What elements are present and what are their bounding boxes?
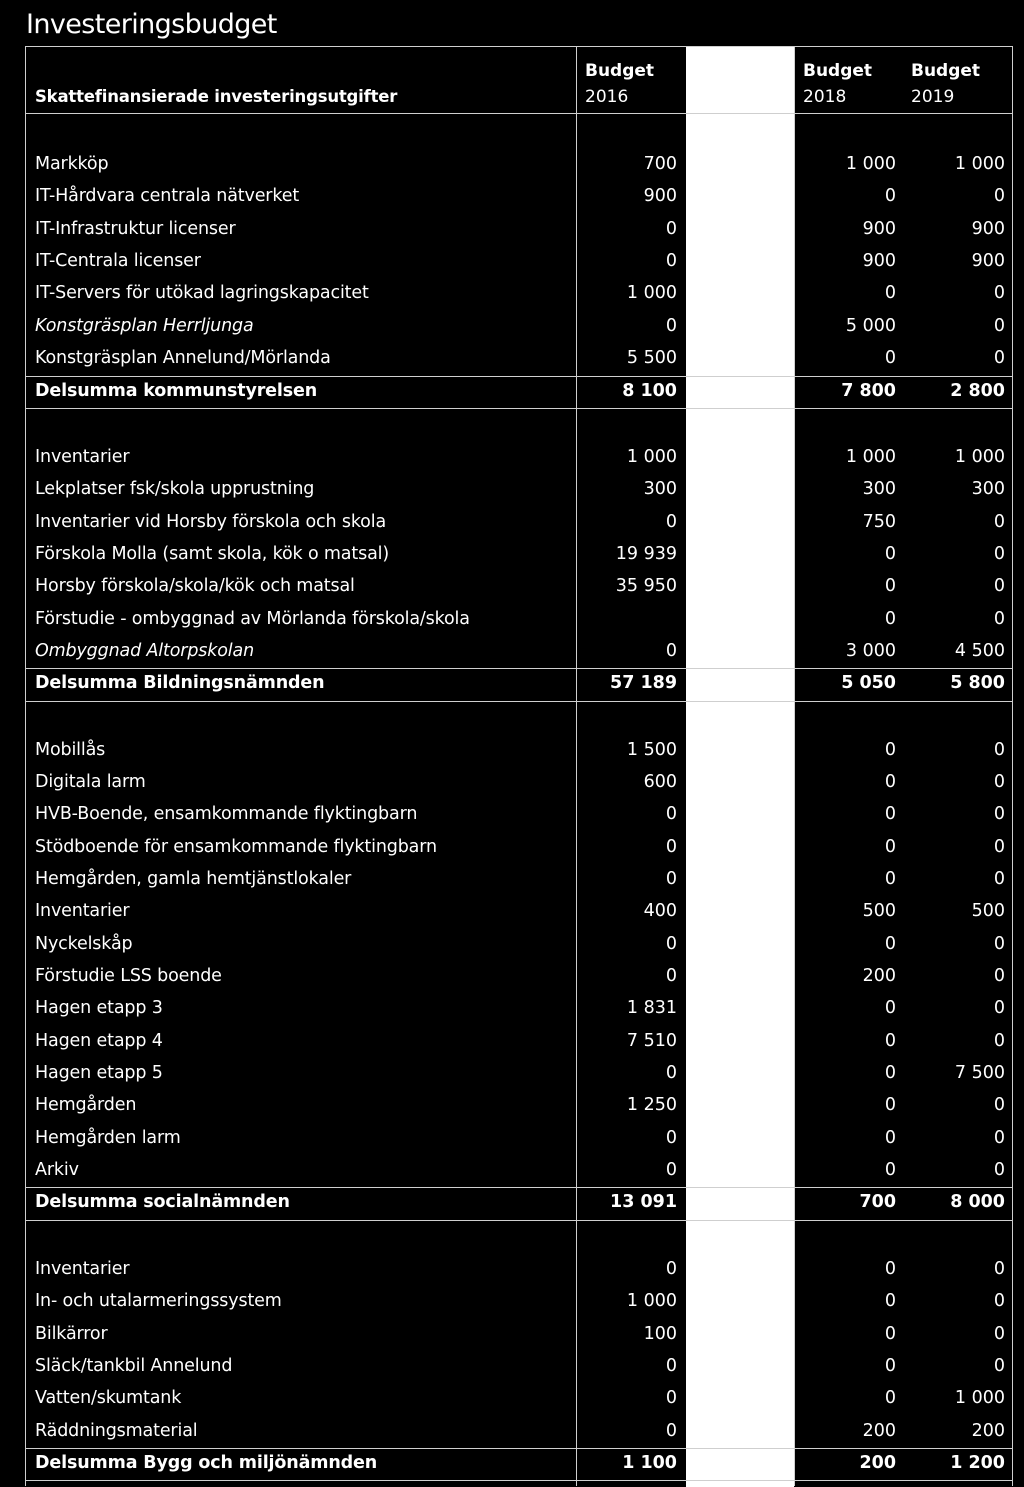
table-row xyxy=(0,310,1024,342)
row-name: Hagen etapp 3 xyxy=(35,998,163,1019)
row-name: Släck/tankbil Annelund xyxy=(35,1355,233,1376)
value-2016: 0 xyxy=(665,966,677,986)
row-name: Delsumma socialnämnden xyxy=(35,1192,290,1213)
subtotal-row xyxy=(0,1447,1024,1479)
header-label: Skattefinansierade investeringsutgifter xyxy=(35,87,398,106)
row-name: Hagen etapp 5 xyxy=(35,1063,163,1083)
value-2018: 0 xyxy=(884,836,896,857)
value-2018: 0 xyxy=(884,348,896,369)
value-2016: 0 xyxy=(665,804,677,825)
value-2016: 0 xyxy=(665,315,677,336)
subtotal-divider xyxy=(25,1480,1013,1481)
table-row xyxy=(0,766,1024,798)
row-name: Hemgården, gamla hemtjänstlokaler xyxy=(35,868,352,889)
value-2019: 1 200 xyxy=(950,1452,1005,1473)
value-2016: 0 xyxy=(665,1388,677,1409)
table-row xyxy=(0,1089,1024,1121)
value-2019: 0 xyxy=(993,315,1005,336)
row-name: Inventarier vid Horsby förskola och skola xyxy=(35,511,387,532)
header-budget-2018 xyxy=(803,58,872,110)
value-2018: 500 xyxy=(862,901,896,922)
value-2018: 7 800 xyxy=(841,380,896,401)
row-name: Inventarier xyxy=(35,901,130,922)
table-row xyxy=(0,928,1024,960)
row-name: Inventarier xyxy=(35,446,130,467)
row-name: Förstudie LSS boende xyxy=(35,966,222,986)
value-2018: 3 000 xyxy=(845,640,896,661)
table-row xyxy=(0,831,1024,863)
value-2019: 0 xyxy=(993,804,1005,825)
table-row xyxy=(0,342,1024,374)
table-row xyxy=(0,1350,1024,1382)
value-2018: 0 xyxy=(884,933,896,954)
row-name: HVB-Boende, ensamkommande flyktingbarn xyxy=(35,804,418,825)
row-name: In- och utalarmeringssystem xyxy=(35,1291,282,1312)
row-name: Förstudie - ombyggnad av Mörlanda förskola/skola xyxy=(35,608,470,629)
row-name: Räddningsmaterial xyxy=(35,1420,198,1441)
row-name: Ombyggnad Altorpskolan xyxy=(35,640,255,661)
value-2019: 1 000 xyxy=(954,446,1005,467)
row-name: IT-Centrala licenser xyxy=(35,251,201,271)
value-2018: 900 xyxy=(862,218,896,239)
value-2019: 0 xyxy=(993,836,1005,857)
row-name: Delsumma Bygg och miljönämnden xyxy=(35,1452,378,1473)
value-2018: 5 050 xyxy=(841,673,896,694)
row-name: Markköp xyxy=(35,154,109,174)
value-2019: 300 xyxy=(971,479,1005,500)
row-name: Hemgården xyxy=(35,1095,137,1116)
row-name: Stödboende för ensamkommande flyktingbarn xyxy=(35,836,437,857)
value-2016: 0 xyxy=(665,1063,677,1083)
value-2018: 0 xyxy=(884,1323,896,1344)
value-2016: 700 xyxy=(643,154,677,174)
header-year: 2016 xyxy=(585,87,629,107)
value-2019: 0 xyxy=(993,576,1005,597)
value-2016: 1 000 xyxy=(626,283,677,304)
value-2016: 900 xyxy=(643,186,677,207)
row-name: Mobillås xyxy=(35,739,106,760)
table-row xyxy=(0,635,1024,667)
value-2016: 300 xyxy=(643,479,677,500)
row-name: Hagen etapp 4 xyxy=(35,1030,163,1051)
value-2019: 200 xyxy=(971,1420,1005,1441)
value-2019: 500 xyxy=(971,901,1005,922)
value-2019: 0 xyxy=(993,933,1005,954)
value-2018: 1 000 xyxy=(845,154,896,174)
value-2016: 1 500 xyxy=(626,739,677,760)
value-2018: 0 xyxy=(884,608,896,629)
value-2019: 0 xyxy=(993,511,1005,532)
table-row xyxy=(0,441,1024,473)
value-2018: 700 xyxy=(859,1192,896,1213)
value-2019: 7 500 xyxy=(954,1063,1005,1083)
table-row xyxy=(0,1154,1024,1186)
value-2019: 2 800 xyxy=(950,380,1005,401)
value-2016: 0 xyxy=(665,933,677,954)
row-name: Bilkärror xyxy=(35,1323,108,1344)
value-2019: 900 xyxy=(971,218,1005,239)
value-2016: 1 000 xyxy=(626,446,677,467)
value-2018: 200 xyxy=(862,1420,896,1441)
table-row xyxy=(0,734,1024,766)
header-budget-word: Budget xyxy=(803,61,873,81)
row-name: Vatten/skumtank xyxy=(35,1388,182,1409)
row-name: Lekplatser fsk/skola upprustning xyxy=(35,479,315,500)
value-2016: 35 950 xyxy=(615,576,677,597)
row-name: Delsumma kommunstyrelsen xyxy=(35,380,318,401)
subtotal-row xyxy=(0,667,1024,699)
value-2016: 7 510 xyxy=(626,1030,677,1051)
value-2019: 0 xyxy=(993,608,1005,629)
table-row xyxy=(0,180,1024,212)
value-2019: 900 xyxy=(971,251,1005,271)
row-name: Inventarier xyxy=(35,1258,130,1279)
table-row xyxy=(0,1285,1024,1317)
value-2016: 19 939 xyxy=(615,543,677,564)
value-2019: 0 xyxy=(993,771,1005,792)
value-2019: 0 xyxy=(993,1030,1005,1051)
value-2019: 0 xyxy=(993,1095,1005,1116)
row-name: Konstgräsplan Annelund/Mörlanda xyxy=(35,348,331,369)
value-2016: 0 xyxy=(665,1127,677,1148)
value-2018: 0 xyxy=(884,1095,896,1116)
value-2019: 0 xyxy=(993,1258,1005,1279)
value-2018: 5 000 xyxy=(845,315,896,336)
subtotal-row xyxy=(0,375,1024,407)
value-2016: 1 100 xyxy=(622,1452,677,1473)
value-2018: 0 xyxy=(884,283,896,304)
table-row xyxy=(0,895,1024,927)
table-row xyxy=(0,148,1024,180)
value-2019: 4 500 xyxy=(954,640,1005,661)
table-row xyxy=(0,506,1024,538)
value-2016: 0 xyxy=(665,511,677,532)
row-name: IT-Servers för utökad lagringskapacitet xyxy=(35,283,369,304)
value-2016: 0 xyxy=(665,640,677,661)
table-row xyxy=(0,1025,1024,1057)
value-2018: 0 xyxy=(884,1063,896,1083)
value-2016: 1 831 xyxy=(626,998,677,1019)
value-2019: 0 xyxy=(993,1323,1005,1344)
value-2019: 1 000 xyxy=(954,1388,1005,1409)
value-2018: 0 xyxy=(884,1291,896,1312)
value-2018: 0 xyxy=(884,998,896,1019)
value-2019: 0 xyxy=(993,283,1005,304)
header-budget-word: Budget xyxy=(911,61,981,81)
table-row xyxy=(0,798,1024,830)
value-2019: 0 xyxy=(993,1160,1005,1181)
value-2019: 0 xyxy=(993,868,1005,889)
value-2018: 0 xyxy=(884,1258,896,1279)
row-name: Digitala larm xyxy=(35,771,146,792)
value-2019: 0 xyxy=(993,543,1005,564)
header-year: 2019 xyxy=(911,87,955,107)
row-name: Hemgården larm xyxy=(35,1127,181,1148)
value-2016: 0 xyxy=(665,836,677,857)
value-2019: 1 000 xyxy=(954,154,1005,174)
value-2019: 8 000 xyxy=(950,1192,1005,1213)
header-budget-2016 xyxy=(585,58,654,110)
table-row xyxy=(0,603,1024,635)
value-2016: 5 500 xyxy=(626,348,677,369)
value-2018: 0 xyxy=(884,1030,896,1051)
value-2018: 300 xyxy=(862,479,896,500)
header-budget-word: Budget xyxy=(585,61,655,81)
value-2018: 0 xyxy=(884,1160,896,1181)
value-2019: 0 xyxy=(993,998,1005,1019)
table-row xyxy=(0,245,1024,277)
value-2019: 0 xyxy=(993,348,1005,369)
value-2016: 8 100 xyxy=(622,380,677,401)
value-2018: 0 xyxy=(884,739,896,760)
table-row xyxy=(0,992,1024,1024)
value-2018: 1 000 xyxy=(845,446,896,467)
value-2018: 0 xyxy=(884,1127,896,1148)
value-2016: 0 xyxy=(665,1258,677,1279)
page-title: Investeringsbudget xyxy=(26,9,277,40)
value-2018: 0 xyxy=(884,576,896,597)
value-2018: 200 xyxy=(859,1452,896,1473)
value-2016: 0 xyxy=(665,251,677,271)
value-2018: 0 xyxy=(884,804,896,825)
value-2016: 0 xyxy=(665,218,677,239)
table-row xyxy=(0,570,1024,602)
value-2016: 13 091 xyxy=(610,1192,677,1213)
row-name: Förskola Molla (samt skola, kök o matsal) xyxy=(35,543,390,564)
subtotal-divider xyxy=(25,701,1013,702)
row-name: Arkiv xyxy=(35,1160,79,1181)
value-2016: 400 xyxy=(643,901,677,922)
table-row xyxy=(0,213,1024,245)
header-budget-2019 xyxy=(911,58,980,110)
table-row xyxy=(0,1122,1024,1154)
table-row xyxy=(0,863,1024,895)
value-2018: 0 xyxy=(884,1355,896,1376)
value-2018: 200 xyxy=(862,966,896,986)
value-2019: 5 800 xyxy=(950,673,1005,694)
value-2016: 100 xyxy=(643,1323,677,1344)
value-2016: 1 250 xyxy=(626,1095,677,1116)
table-row xyxy=(0,1253,1024,1285)
value-2018: 0 xyxy=(884,868,896,889)
value-2016: 1 000 xyxy=(626,1291,677,1312)
subtotal-divider xyxy=(25,408,1013,409)
value-2019: 0 xyxy=(993,1355,1005,1376)
table-row xyxy=(0,538,1024,570)
value-2018: 900 xyxy=(862,251,896,271)
header-divider xyxy=(25,113,1013,114)
value-2018: 750 xyxy=(862,511,896,532)
table-row xyxy=(0,1415,1024,1447)
value-2018: 0 xyxy=(884,1388,896,1409)
table-row xyxy=(0,277,1024,309)
value-2019: 0 xyxy=(993,186,1005,207)
value-2018: 0 xyxy=(884,771,896,792)
value-2016: 0 xyxy=(665,1160,677,1181)
subtotal-row xyxy=(0,1186,1024,1218)
value-2019: 0 xyxy=(993,739,1005,760)
value-2019: 0 xyxy=(993,1127,1005,1148)
row-name: Konstgräsplan Herrljunga xyxy=(35,315,254,336)
value-2019: 0 xyxy=(993,966,1005,986)
value-2016: 57 189 xyxy=(610,673,677,694)
table-row xyxy=(0,473,1024,505)
value-2018: 0 xyxy=(884,186,896,207)
value-2019: 0 xyxy=(993,1291,1005,1312)
value-2016: 0 xyxy=(665,1420,677,1441)
row-name: Horsby förskola/skola/kök och matsal xyxy=(35,576,355,597)
table-row xyxy=(0,1318,1024,1350)
value-2016: 600 xyxy=(643,771,677,792)
table-row xyxy=(0,1382,1024,1414)
subtotal-divider xyxy=(25,1220,1013,1221)
table-row xyxy=(0,1057,1024,1089)
table-row xyxy=(0,960,1024,992)
value-2018: 0 xyxy=(884,543,896,564)
header-year: 2018 xyxy=(803,87,847,107)
value-2016: 0 xyxy=(665,868,677,889)
row-name: IT-Hårdvara centrala nätverket xyxy=(35,186,300,207)
row-name: Delsumma Bildningsnämnden xyxy=(35,673,325,694)
row-name: Nyckelskåp xyxy=(35,933,133,954)
value-2016: 0 xyxy=(665,1355,677,1376)
row-name: IT-Infrastruktur licenser xyxy=(35,218,236,239)
